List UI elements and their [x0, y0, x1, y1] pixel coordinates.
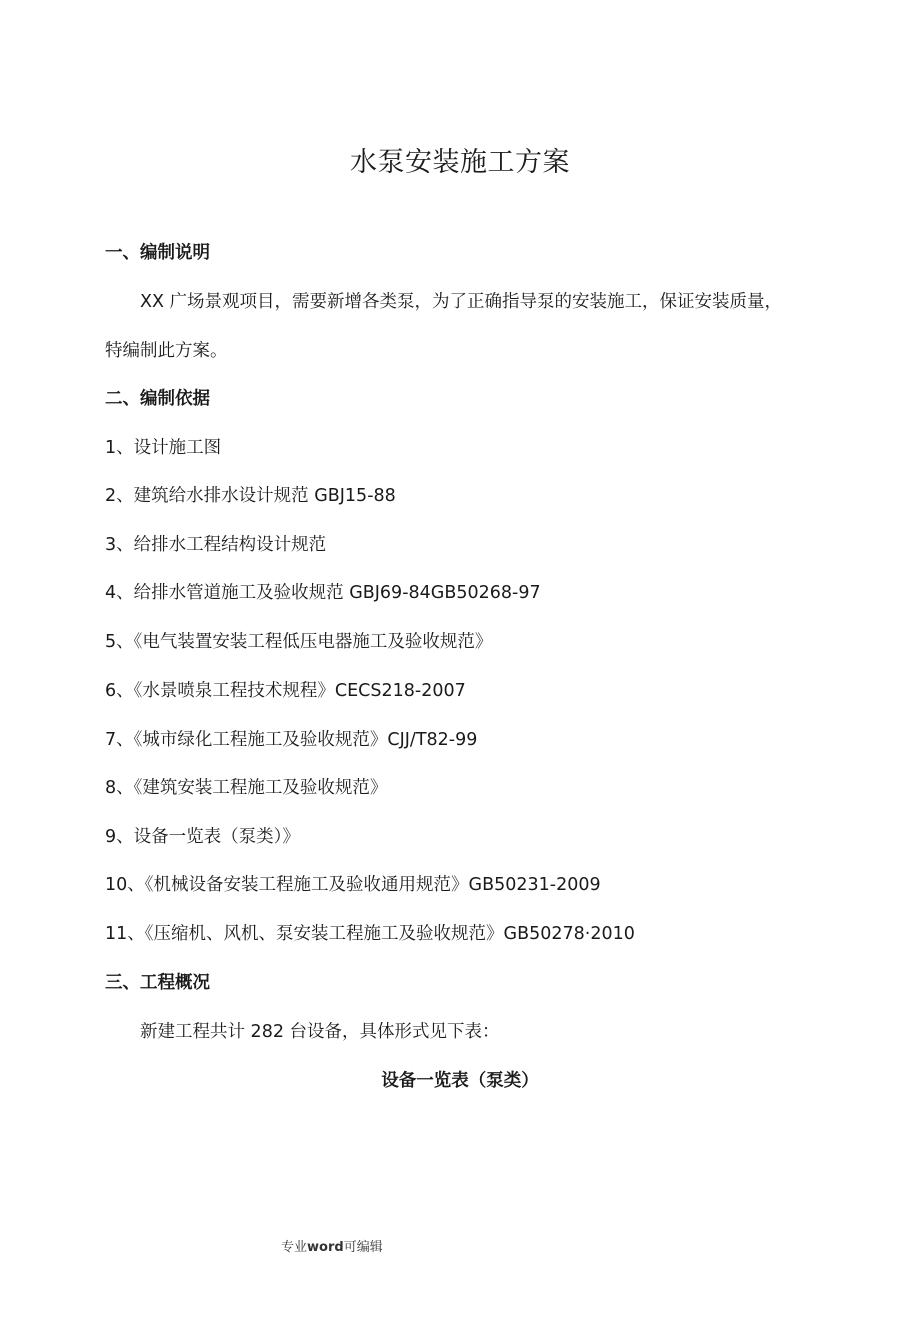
section-3-paragraph: 新建工程共计 282 台设备，具体形式见下表： [140, 1022, 500, 1042]
basis-item-3: 3、给排水工程结构设计规范 [105, 535, 327, 555]
basis-item-8: 8、《建筑安装工程施工及验收规范》 [105, 778, 388, 798]
section-heading-1: 一、编制说明 [105, 243, 210, 263]
basis-item-10: 10、《机械设备安装工程施工及验收通用规范》GB50231-2009 [105, 875, 601, 895]
basis-item-5: 5、《电气装置安装工程低压电器施工及验收规范》 [105, 632, 493, 652]
basis-item-1: 1、设计施工图 [105, 438, 222, 458]
page-footer [281, 1238, 383, 1258]
basis-item-9: 9、设备一览表（泵类）》 [105, 827, 300, 847]
basis-item-6: 6、《水景喷泉工程技术规程》CECS218-2007 [105, 681, 466, 701]
basis-item-4: 4、给排水管道施工及验收规范 GBJ69-84GB50268-97 [105, 583, 541, 603]
basis-item-11: 11、《压缩机、风机、泵安装工程施工及验收规范》GB50278·2010 [105, 924, 635, 944]
footer-prefix: 专业 [281, 1240, 308, 1255]
basis-item-2: 2、建筑给水排水设计规范 GBJ15-88 [105, 486, 396, 506]
section-heading-2: 二、编制依据 [105, 389, 210, 409]
table-caption: 设备一览表（泵类） [381, 1071, 539, 1091]
section-1-paragraph-line-1: XX 广场景观项目，需要新增各类泵，为了正确指导泵的安装施工，保证安装质量， [140, 292, 783, 312]
document-title: 水泵安装施工方案 [350, 147, 570, 178]
section-heading-3: 三、工程概况 [105, 973, 210, 993]
footer-bold: word [307, 1240, 344, 1255]
footer-suffix: 可编辑 [343, 1240, 383, 1255]
section-1-paragraph-line-2: 特编制此方案。 [105, 341, 228, 361]
basis-item-7: 7、《城市绿化工程施工及验收规范》CJJ/T82-99 [105, 730, 478, 750]
